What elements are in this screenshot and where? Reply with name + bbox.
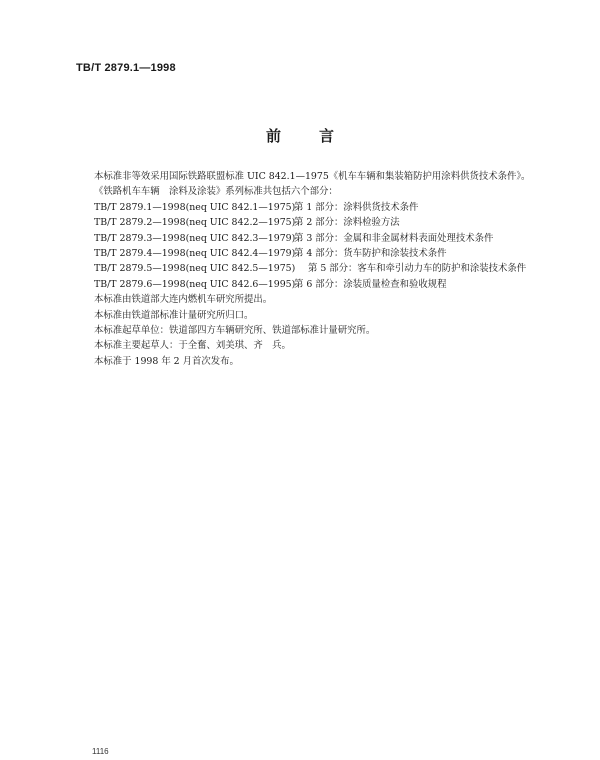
series-paragraph: 《铁路机车车辆 涂料及涂装》系列标准共包括六个部分： — [94, 186, 338, 198]
part-item — [76, 277, 542, 292]
part-standard-number: TB/T 2879.6—1998(neq UIC 842.6—1995) — [94, 278, 296, 290]
part-title: 第 1 部分：涂料供货技术条件 — [294, 201, 419, 213]
part-standard-number: TB/T 2879.3—1998(neq UIC 842.3—1979) — [94, 232, 296, 244]
part-item — [76, 215, 542, 230]
closing-line: 本标准起草单位：铁道部四方车辆研究所、铁道部标准计量研究所。 — [94, 325, 376, 337]
foreword-body — [76, 169, 542, 369]
part-standard-number: TB/T 2879.1—1998(neq UIC 842.1—1975) — [94, 201, 296, 213]
intro-paragraph: 本标准非等效采用国际铁路联盟标准 UIC 842.1—1975《机车车辆和集装箱防护用涂料供货技术条件》。 — [94, 171, 531, 182]
page-number: 1116 — [92, 747, 109, 756]
part-item — [76, 261, 542, 276]
part-title: 第 4 部分：货车防护和涂装技术条件 — [294, 248, 447, 260]
part-title: 第 2 部分：涂料检验方法 — [294, 217, 400, 229]
part-standard-number: TB/T 2879.4—1998(neq UIC 842.4—1979) — [94, 248, 296, 260]
part-standard-number: TB/T 2879.2—1998(neq UIC 842.2—1975) — [94, 217, 296, 229]
part-standard-number: TB/T 2879.5—1998(neq UIC 842.5—1975) — [94, 263, 296, 275]
page-title: 前言 — [265, 127, 372, 145]
part-item — [76, 231, 542, 246]
part-title: 第 3 部分：金属和非金属材料表面处理技术条件 — [294, 232, 494, 244]
closing-line: 本标准由铁道部标准计量研究所归口。 — [94, 309, 254, 321]
closing-line: 本标准主要起草人：于全奮、刘美琪、齐 兵。 — [94, 340, 291, 352]
part-title: 第 5 部分：客车和牵引动力车的防护和涂装技术条件 — [308, 263, 527, 275]
part-title: 第 6 部分：涂装质量检查和验收规程 — [294, 278, 447, 290]
standard-code-header: TB/T 2879.1—1998 — [76, 62, 176, 74]
closing-line: 本标准于 1998 年 2 月首次发布。 — [94, 355, 239, 367]
closing-line: 本标准由铁道部大连内燃机车研究所提出。 — [94, 294, 273, 306]
part-item — [76, 246, 542, 261]
part-item — [76, 200, 542, 215]
